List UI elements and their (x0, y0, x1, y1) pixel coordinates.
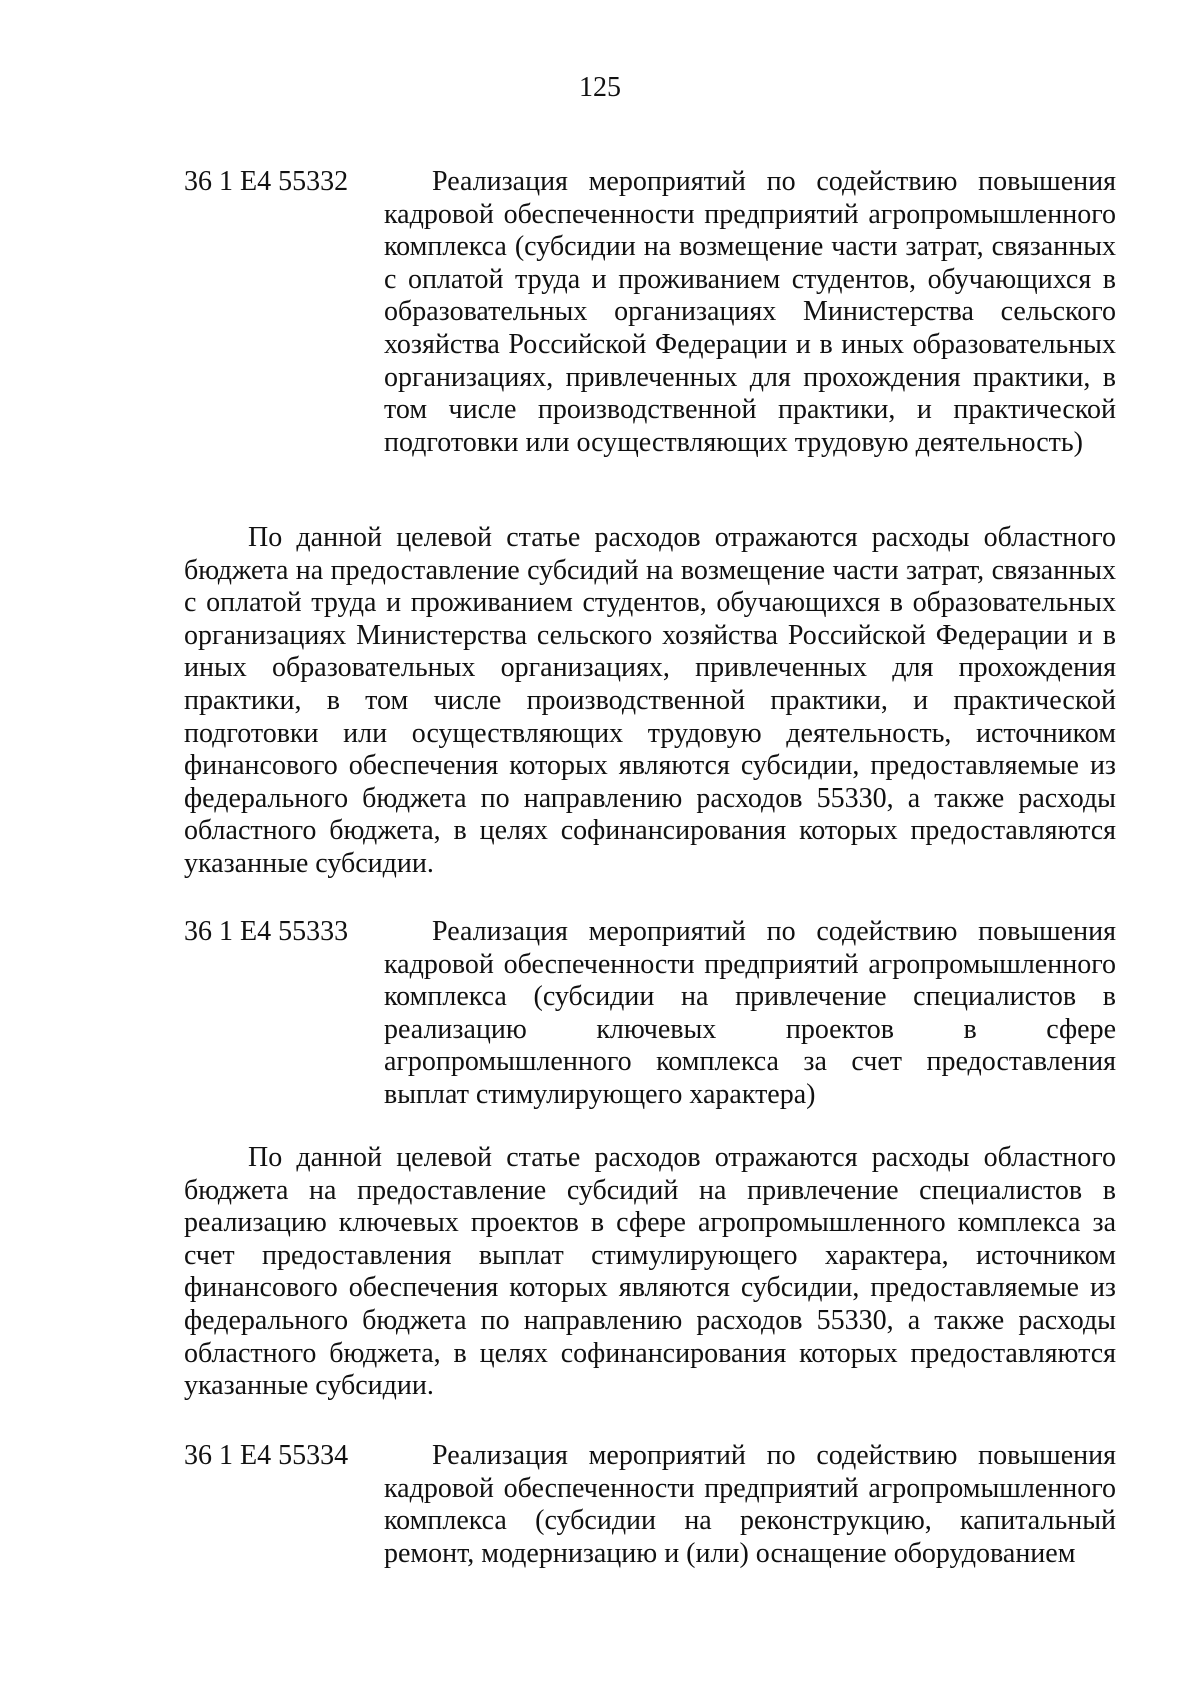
budget-entry (184, 166, 1116, 459)
entry-code: 36 1 E4 55333 (184, 916, 349, 947)
budget-entry (184, 916, 1116, 1112)
description-paragraph: По данной целевой статье расходов отражаются расходы областного бюджета на предоставление субсидий на привлечение специалистов в реализацию ключевых проектов в сфере агропромышленного комплекса за счет предоставления выплат стимулирующего характера, источником финансового обеспечения которых являются субсидии, предоставляемые из федерального бюджета по направлению расходов 55330, а также расходы областного бюджета, в целях софинансирования которых предоставляются указанные субсидии. (184, 1142, 1116, 1402)
entry-code: 36 1 E4 55334 (184, 1440, 349, 1471)
entry-code: 36 1 E4 55332 (184, 166, 349, 197)
entry-title: Реализация мероприятий по содействию повышения кадровой обеспеченности предприятий агропромышленного комплекса (субсидии на привлечение специалистов в реализацию ключевых проектов в сфере агропромышленного комплекса за счет предоставления выплат стимулирующего характера) (384, 916, 1116, 1110)
entry-title: Реализация мероприятий по содействию повышения кадровой обеспеченности предприятий агропромышленного комплекса (субсидии на реконструкцию, капитальный ремонт, модернизацию и (или) оснащение оборудованием (384, 1440, 1116, 1569)
page-number: 125 (579, 72, 621, 103)
entry-title: Реализация мероприятий по содействию повышения кадровой обеспеченности предприятий агропромышленного комплекса (субсидии на возмещение части затрат, связанных с оплатой труда и проживанием студентов, обучающихся в образовательных организациях Министерства сельского хозяйства Российской Федерации и в иных образовательных организациях, привлеченных для прохождения практики, в том числе производственной практики, и практической подготовки или осуществляющих трудовую деятельность) (384, 166, 1116, 458)
budget-entry (184, 1440, 1116, 1570)
description-paragraph: По данной целевой статье расходов отражаются расходы областного бюджета на предоставление субсидий на возмещение части затрат, связанных с оплатой труда и проживанием студентов, обучающихся в образовательных организациях Министерства сельского хозяйства Российской Федерации и в иных образовательных организациях, привлеченных для прохождения практики, в том числе производственной практики, и практической подготовки или осуществляющих трудовую деятельность, источником финансового обеспечения которых являются субсидии, предоставляемые из федерального бюджета по направлению расходов 55330, а также расходы областного бюджета, в целях софинансирования которых предоставляются указанные субсидии. (184, 522, 1116, 879)
